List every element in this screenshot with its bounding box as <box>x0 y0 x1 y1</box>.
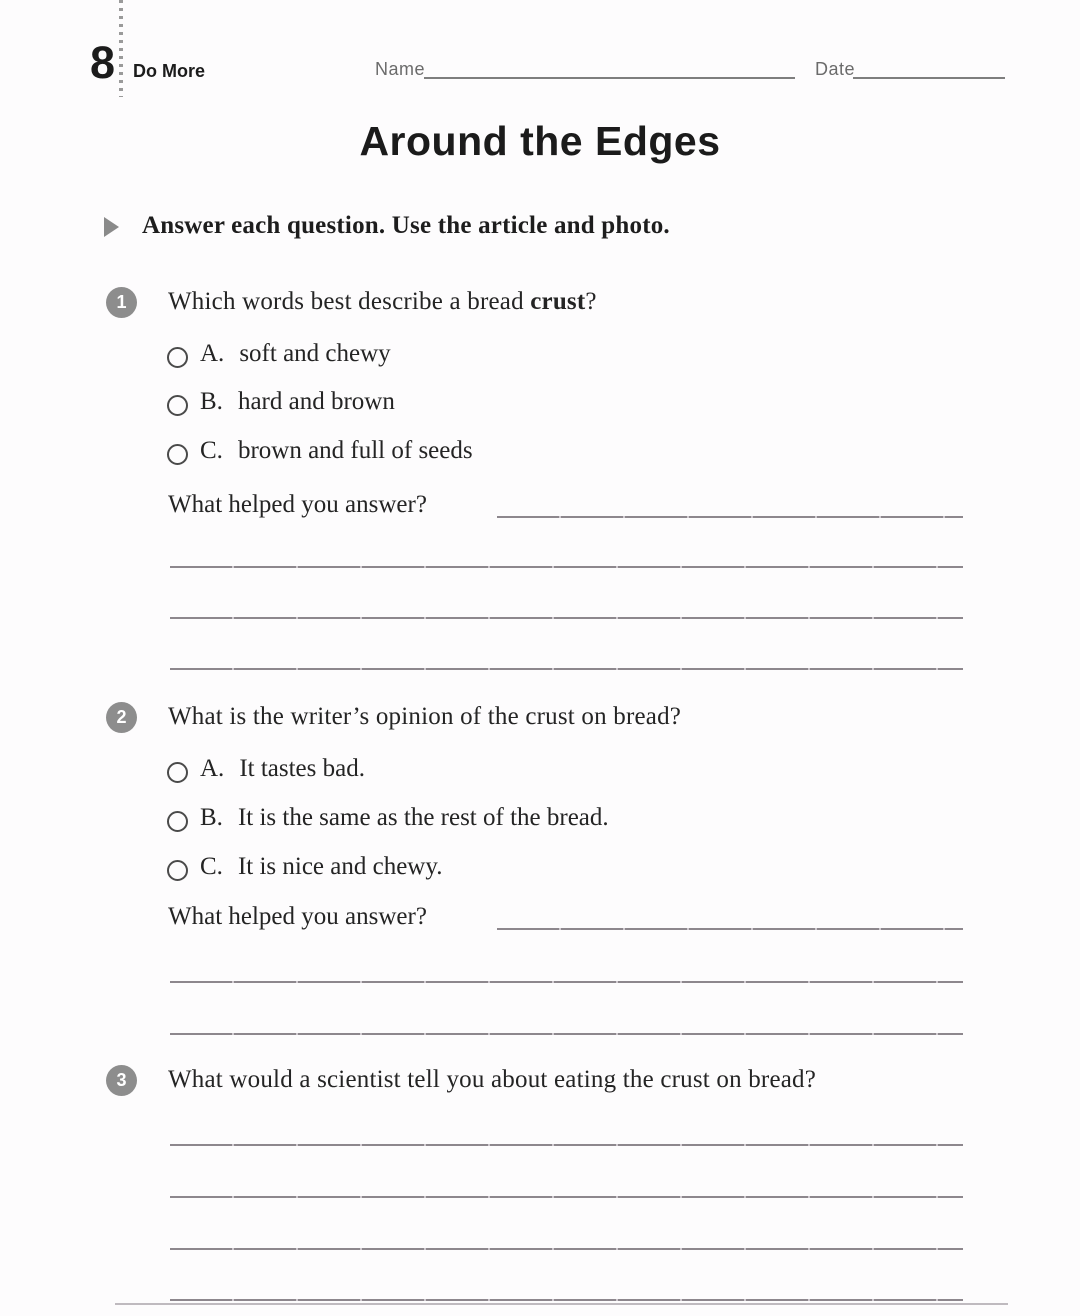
writing-line[interactable] <box>170 1299 963 1301</box>
question-1-text-before: Which words best describe a bread <box>168 288 531 315</box>
question-2-choice-a <box>167 755 365 783</box>
name-write-line[interactable] <box>424 77 795 79</box>
question-1-text-bold: crust <box>530 288 586 315</box>
radio-button-q2-a[interactable] <box>167 762 188 783</box>
question-1-choice-c <box>167 437 473 465</box>
question-3-badge: 3 <box>106 1065 137 1096</box>
dotted-divider-line <box>119 0 123 97</box>
choice-text: soft and chewy <box>239 340 391 367</box>
instruction-row <box>104 212 670 240</box>
radio-button-q1-a[interactable] <box>167 347 188 368</box>
section-tab-label: Do More <box>133 61 205 81</box>
choice-letter: A. <box>200 755 225 782</box>
question-2-choice-b <box>167 804 609 832</box>
question-1-text <box>168 288 597 316</box>
question-2-text: What is the writer’s opinion of the crust on bread? <box>168 703 682 730</box>
question-1-choice-a <box>167 340 391 368</box>
page-bottom-rule <box>115 1303 1008 1305</box>
question-1-followup-label: What helped you answer? <box>168 491 427 518</box>
writing-line[interactable] <box>497 928 963 930</box>
question-1-text-after: ? <box>585 288 597 315</box>
writing-line[interactable] <box>170 1033 963 1035</box>
writing-line[interactable] <box>170 981 963 983</box>
choice-letter: B. <box>200 804 223 831</box>
choice-text: It is nice and chewy. <box>237 853 443 880</box>
writing-line[interactable] <box>170 1248 963 1250</box>
choice-text: It is the same as the rest of the bread. <box>237 804 609 831</box>
instruction-text: Answer each question. Use the article and photo. <box>142 212 670 239</box>
radio-button-q1-c[interactable] <box>167 444 188 465</box>
question-1-badge: 1 <box>106 287 137 318</box>
right-arrow-icon <box>104 217 119 237</box>
choice-text: hard and brown <box>237 388 395 415</box>
choice-letter: C. <box>200 437 223 464</box>
choice-text: brown and full of seeds <box>237 437 473 464</box>
question-1-choice-b <box>167 388 395 416</box>
choice-text: It tastes bad. <box>239 755 365 782</box>
choice-letter: B. <box>200 388 223 415</box>
radio-button-q1-b[interactable] <box>167 395 188 416</box>
writing-line[interactable] <box>170 668 963 670</box>
writing-line[interactable] <box>170 617 963 619</box>
radio-button-q2-c[interactable] <box>167 860 188 881</box>
date-label: Date <box>815 59 856 79</box>
radio-button-q2-b[interactable] <box>167 811 188 832</box>
writing-line[interactable] <box>170 566 963 568</box>
question-2-followup-label: What helped you answer? <box>168 903 427 930</box>
page-number: 8 <box>90 37 116 88</box>
name-label: Name <box>375 59 426 79</box>
choice-letter: A. <box>200 340 225 367</box>
worksheet-title: Around the Edges <box>359 118 721 164</box>
question-2-badge: 2 <box>106 702 137 733</box>
choice-letter: C. <box>200 853 223 880</box>
date-write-line[interactable] <box>853 77 1005 79</box>
writing-line[interactable] <box>170 1196 963 1198</box>
writing-line[interactable] <box>170 1144 963 1146</box>
writing-line[interactable] <box>497 516 963 518</box>
question-3-text: What would a scientist tell you about eating the crust on bread? <box>168 1066 817 1093</box>
question-2-choice-c <box>167 853 443 881</box>
